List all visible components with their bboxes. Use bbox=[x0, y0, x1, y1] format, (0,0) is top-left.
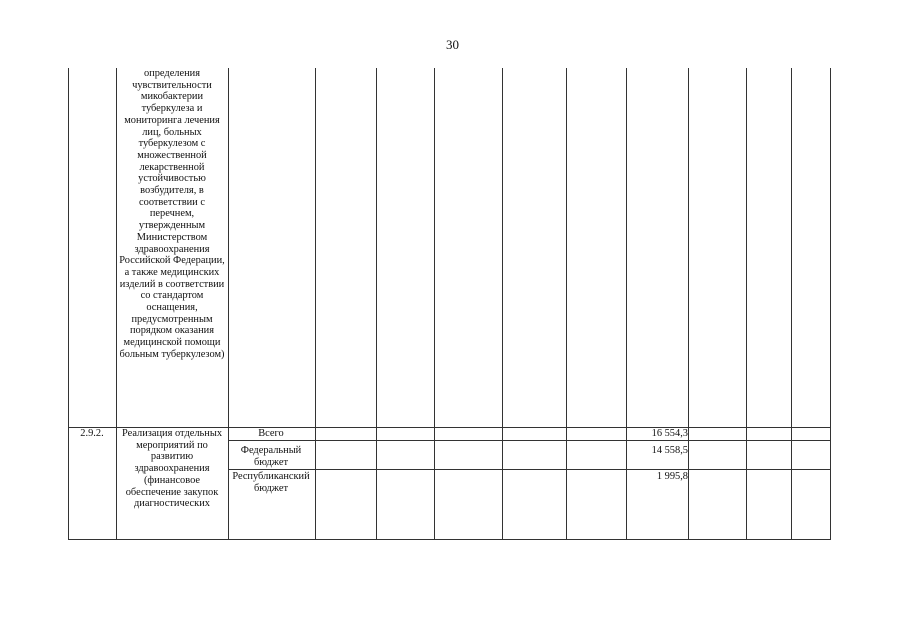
subrow-divider bbox=[228, 440, 831, 441]
table-border-left bbox=[68, 68, 69, 540]
program-table bbox=[68, 68, 831, 540]
funding-value-federal: 14 558,5 bbox=[651, 445, 688, 456]
funding-value-total: 16 554,3 bbox=[651, 428, 688, 439]
table-border-bottom bbox=[68, 539, 831, 540]
continued-row-description: определения чувствительности микобактерии туберкулеза и мониторинга лечения лиц, больных туберкулезом с множественной лекарственной устойчивостью возбудителя, в соответствии с перечнем, утвержденным Министерством здравоохранения Российской Федерации, а также медицинских изделий в соответствии со стандартом оснащения, предусмотренным порядком оказания медицинской помощи больным туберкулезом) bbox=[119, 68, 225, 360]
funding-source-republican: Республиканский бюджет bbox=[232, 471, 310, 494]
subrow-divider bbox=[228, 469, 831, 470]
funding-source-total: Всего bbox=[258, 428, 284, 439]
funding-source-federal: Федеральный бюджет bbox=[240, 445, 302, 468]
row-description: Реализация отдельных мероприятий по развитию здравоохранения (финансовое обеспечение закупок диагностических bbox=[121, 428, 223, 510]
row-number: 2.9.2. bbox=[80, 428, 104, 439]
page-number: 30 bbox=[446, 37, 459, 52]
funding-value-republican: 1 995,8 bbox=[656, 471, 688, 482]
